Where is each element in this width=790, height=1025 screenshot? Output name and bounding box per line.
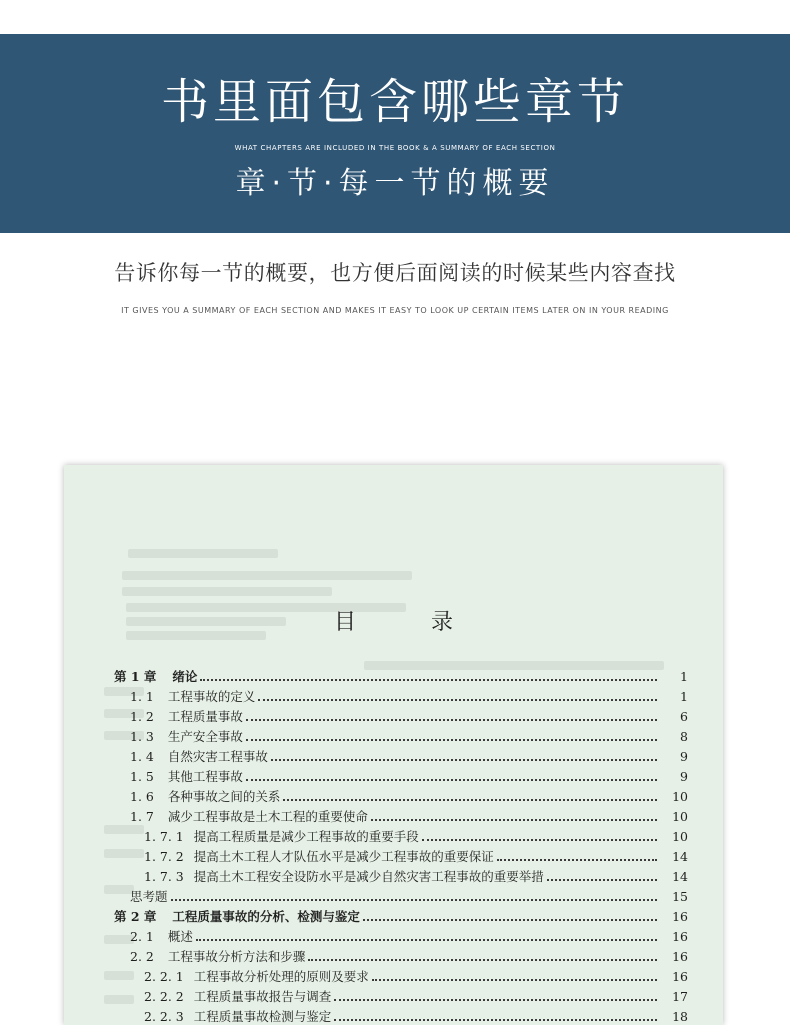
toc-entry [114,905,688,925]
toc-entry-number: 第 2 章 [114,909,157,924]
toc-entry-number: 1. 7 [130,809,154,824]
toc-entry [114,705,688,725]
toc-entry-title: 自然灾害工程事故 [167,749,268,764]
toc-entry [114,845,688,865]
toc-entry [114,865,688,885]
toc-leader-dots [246,739,657,741]
toc-leader-dots [283,799,657,801]
toc-entry-title: 工程质量事故 [167,709,243,724]
banner-subtitle-zh: 章·节·每一节的概要 [235,166,555,201]
book-page-photo [64,465,723,1025]
toc-leader-dots [547,879,657,881]
toc-leader-dots [422,839,657,841]
toc-entry-page: 16 [672,969,688,984]
toc-entry-page: 9 [680,749,688,764]
toc-entry-page: 16 [672,929,688,944]
header-banner [0,34,790,233]
toc-entry-page: 14 [672,849,688,864]
toc-entry-number: 1. 4 [130,749,154,764]
toc-entry-number: 第 1 章 [114,669,157,684]
toc-leader-dots [334,1019,657,1021]
toc-entry-number: 2. 2. 2 [144,989,184,1004]
toc-leader-dots [246,779,657,781]
toc-entry-page: 10 [672,829,688,844]
toc-entry-number: 2. 2. 3 [144,1009,184,1024]
toc-entry-title: 其他工程事故 [167,769,243,784]
toc-leader-dots [372,979,657,981]
toc-entry [114,945,688,965]
toc-entry-title: 概述 [167,929,193,944]
toc-entry-page: 10 [672,809,688,824]
toc-entry-number: 2. 2 [130,949,154,964]
toc-entry-number: 1. 5 [130,769,154,784]
toc-entry [114,985,688,1005]
toc-entry-title: 绪论 [172,669,198,684]
tagline-zh: 告诉你每一节的概要，也方便后面阅读的时候某些内容查找 [114,261,676,285]
toc-leader-dots [246,719,657,721]
toc-entry-page: 9 [680,769,688,784]
toc-entry [114,1005,688,1025]
table-of-contents [114,665,688,1025]
toc-entry-page: 15 [672,889,688,904]
toc-entry-title: 生产安全事故 [167,729,243,744]
toc-entry-page: 16 [672,949,688,964]
toc-leader-dots [308,959,657,961]
toc-entry [114,885,688,905]
toc-entry-number: 1. 7. 3 [144,869,184,884]
toc-entry [114,685,688,705]
toc-entry-title: 工程质量事故的分析、检测与鉴定 [172,909,360,924]
toc-entry [114,665,688,685]
toc-entry-title: 工程事故的定义 [167,689,256,704]
banner-title: 书里面包含哪些章节 [160,74,629,130]
toc-entry [114,825,688,845]
toc-entry-title: 提高土木工程人才队伍水平是减少工程事故的重要保证 [193,849,494,864]
toc-entry [114,785,688,805]
toc-leader-dots [363,919,657,921]
toc-entry [114,765,688,785]
toc-entry-number: 1. 7. 1 [144,829,184,844]
banner-subtitle-en: WHAT CHAPTERS ARE INCLUDED IN THE BOOK & A SUMMARY OF EACH SECTION [234,144,556,152]
toc-leader-dots [200,679,657,681]
toc-entry-title: 工程质量事故报告与调查 [193,989,332,1004]
toc-entry-number: 1. 2 [130,709,154,724]
toc-leader-dots [196,939,657,941]
toc-entry [114,965,688,985]
toc-entry [114,925,688,945]
toc-leader-dots [271,759,657,761]
tagline-en: IT GIVES YOU A SUMMARY OF EACH SECTION AND MAKES IT EASY TO LOOK UP CERTAIN ITEMS LATER ON IN YOUR READING [121,306,669,315]
toc-entry-page: 6 [680,709,688,724]
toc-entry-page: 16 [672,909,688,924]
toc-entry-title: 提高工程质量是减少工程事故的重要手段 [193,829,419,844]
toc-entry-title: 思考题 [130,889,168,904]
toc-entry-page: 14 [672,869,688,884]
toc-entry [114,725,688,745]
toc-leader-dots [371,819,657,821]
toc-entry-title: 工程事故分析方法和步骤 [167,949,306,964]
toc-entry-number: 1. 6 [130,789,154,804]
toc-entry-title: 工程质量事故检测与鉴定 [193,1009,332,1024]
toc-entry-page: 17 [672,989,688,1004]
toc-entry-page: 1 [680,689,688,704]
toc-entry-page: 10 [672,789,688,804]
toc-leader-dots [258,699,657,701]
toc-entry-number: 1. 7. 2 [144,849,184,864]
toc-entry-page: 18 [672,1009,688,1024]
toc-entry-title: 工程事故分析处理的原则及要求 [193,969,369,984]
toc-leader-dots [171,899,657,901]
toc-entry [114,745,688,765]
toc-leader-dots [497,859,657,861]
toc-leader-dots [334,999,657,1001]
toc-entry [114,805,688,825]
toc-entry-page: 1 [680,669,688,684]
toc-entry-page: 8 [680,729,688,744]
toc-entry-number: 2. 1 [130,929,154,944]
toc-entry-title: 减少工程事故是土木工程的重要使命 [167,809,368,824]
toc-entry-title: 提高土木工程安全设防水平是减少自然灾害工程事故的重要举措 [193,869,544,884]
toc-entry-number: 2. 2. 1 [144,969,184,984]
toc-title: 目 录 [334,610,487,635]
toc-entry-title: 各种事故之间的关系 [167,789,281,804]
toc-entry-number: 1. 1 [130,689,154,704]
toc-entry-number: 1. 3 [130,729,154,744]
